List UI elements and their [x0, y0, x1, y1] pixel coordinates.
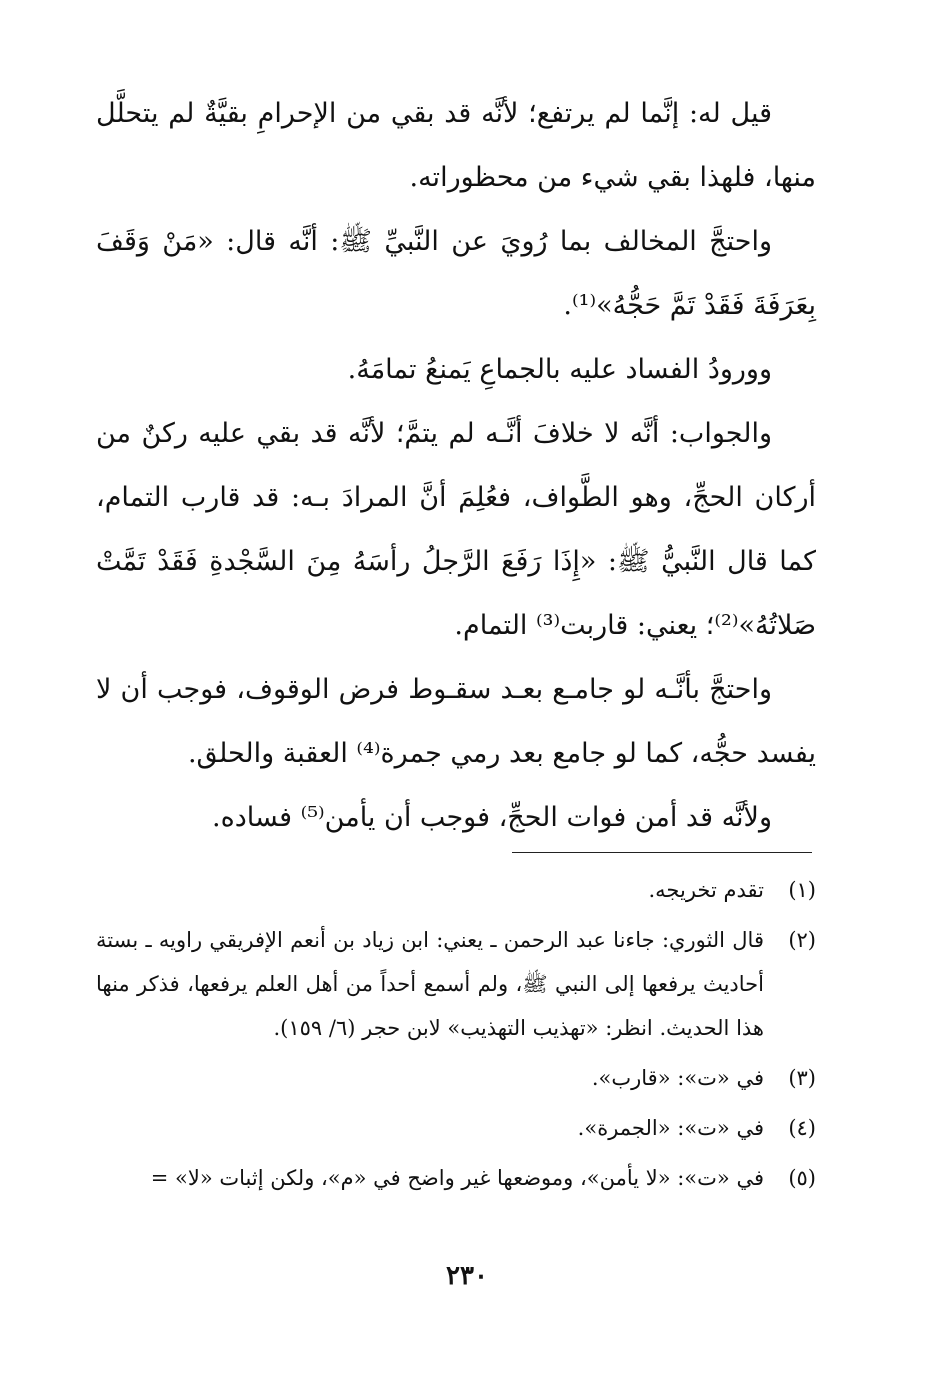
footnote-2: [96, 918, 816, 1050]
paragraph-1: قيل له: إنَّما لم يرتفع؛ لأنَّه قد بقي من الإحرامِ بقيَّةٌ لم يتحلَّل منها، فلهذا بقي شيء من محظوراته.: [96, 98, 816, 193]
footnote-text: تقدم تخريجه.: [648, 878, 764, 902]
footnote-number: (٢): [788, 928, 816, 952]
footnote-text: في «ت»: «الجمرة».: [577, 1116, 764, 1140]
paragraph-6: ولأنَّه قد أمن فوات الحجِّ، فوجب أن يأمن⁽⁵⁾ فساده.: [212, 802, 772, 833]
footnote-divider: [512, 852, 812, 853]
paragraph-2: واحتجَّ المخالف بما رُويَ عن النَّبيِّ ﷺ: أنَّه قال: «مَنْ وَقَفَ بِعَرَفَةَ فَقَدْ تَمَّ حَجُّهُ»⁽¹⁾.: [96, 226, 816, 321]
footnote-3: [96, 1056, 816, 1100]
page-number: ٢٣٠: [446, 1261, 488, 1291]
footnote-number: (٥): [788, 1166, 816, 1190]
footnote-number: (٣): [788, 1066, 816, 1090]
footnote-number: (٤): [788, 1116, 816, 1140]
footnote-text: في «ت»: «لا يأمن»، وموضعها غير واضح في «م»، ولكن إثبات «لا» =: [150, 1166, 764, 1190]
paragraph-5: واحتجَّ بأنَّـه لو جامـع بعـد سقـوط فرض الوقوف، فوجب أن لا يفسد حجُّه، كما لو جامع بعد رمي جمرة⁽⁴⁾ العقبة والحلق.: [96, 674, 816, 769]
footnote-number: (١): [788, 878, 816, 902]
footnote-4: [96, 1106, 816, 1150]
main-text: [96, 82, 816, 850]
footnote-1: [96, 868, 816, 912]
footnote-text: قال الثوري: جاءنا عبد الرحمن ـ يعني: ابن زياد بن أنعم الإفريقي راويه ـ بستة أحاديث يرفعها إلى النبي ﷺ، ولم أسمع أحداً من أهل العلم يرفعها، فذكر منها هذا الحديث. انظر: «تهذيب التهذيب» لابن حجر (٦/ ١٥٩).: [96, 928, 764, 1040]
footnote-text: في «ت»: «قارب».: [591, 1066, 764, 1090]
paragraph-3: وورودُ الفساد عليه بالجماعِ يَمنعُ تمامَهُ.: [347, 354, 772, 385]
footnotes: [96, 868, 816, 1206]
paragraph-4: والجواب: أنَّه لا خلافَ أنَّـه لم يتمَّ؛ لأنَّه قد بقي عليه ركنٌ من أركان الحجِّ، وهو الطَّواف، فعُلِمَ أنَّ المرادَ بـه: قد قارب التمام، كما قال النَّبيُّ ﷺ: «إِذَا رَفَعَ الرَّجلُ رأسَهُ مِنَ السَّجْدةِ فَقَدْ تَمَّتْ صَلاتُهُ»⁽²⁾؛ يعني: قاربت⁽³⁾ التمام.: [96, 418, 816, 641]
footnote-5: [96, 1156, 816, 1200]
